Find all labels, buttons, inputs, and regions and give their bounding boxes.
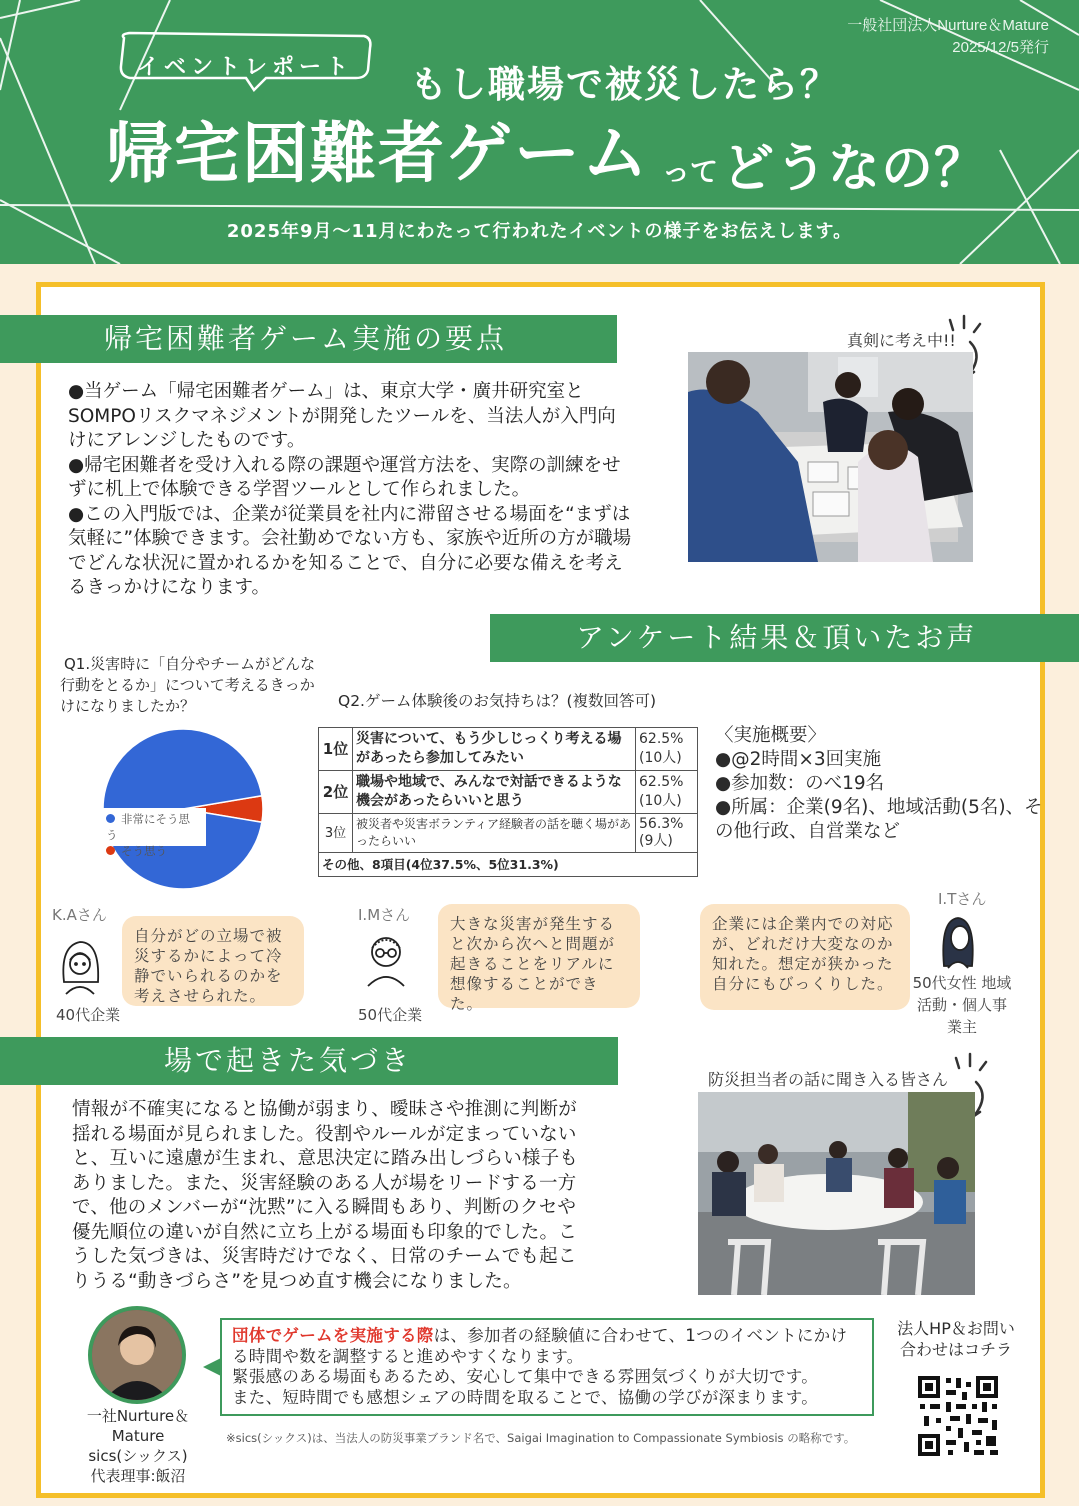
q2-question: Q2.ゲーム体験後のお気持ちは？(複数回答可): [338, 692, 657, 710]
event-overview: [715, 724, 1045, 844]
table-row: [319, 771, 698, 814]
legend-label: 非常にそう思う: [106, 812, 190, 842]
section-title-insights: 場で起きた気づき: [0, 1037, 618, 1085]
answer-cell: 災害について、もう少しじっくり考える場があったら参加してみたい: [353, 728, 636, 771]
headline-subtitle: もし職場で被災したら？: [410, 63, 839, 106]
percent: 56.3%: [639, 816, 684, 832]
voice-attribute: 50代企業: [358, 1006, 423, 1024]
qr-label: 法人HP＆お問い合わせはコチラ: [897, 1319, 1015, 1359]
tip-line: また、短時間でも感想シェアの時間を取ることで、協働の学びが深まります。: [232, 1387, 819, 1407]
tip-rest: は、参加者の経験値に合わせて、1つのイベントにかける時間や数を調整すると進めやすくなります。: [232, 1326, 848, 1366]
event-report-label: イベントレポート: [136, 55, 353, 80]
woman-long-hair-avatar-icon: [934, 912, 982, 970]
answer-cell: 被災者や災害ボランティア経験者の話を聴く場があったらいい: [353, 814, 636, 853]
rank-cell: 1位: [319, 728, 353, 771]
table-row: [319, 853, 698, 877]
count: (9人): [639, 833, 673, 849]
headline-particle: って: [662, 155, 719, 188]
photo-workshop-scene: [698, 1092, 975, 1295]
legend-dot-icon: [106, 814, 115, 823]
points-text: [68, 380, 634, 601]
percent-cell: [636, 728, 698, 771]
caption-line: 一社Nurture＆: [86, 1407, 190, 1425]
point-2: ●帰宅困難者を受け入れる際の課題や運営方法を、実際の訓練をせずに机上で体験できる学習ツールとして作られました。: [68, 454, 621, 500]
insights-text: 情報が不確実になると協働が弱まり、曖昧さや推測に判断が揺れる場面が見られました。役割やルールが定まっていないと、互いに遠慮が生まれ、意思決定に踏み出しづらい様子もありました。また、災害経験のある人が場をリードする一方で、他のメンバーが“沈黙”に入る瞬間もあり、判断のクセや優先順位の違いが自然に立ち上がる場面も印象的でした。こうした気づきは、災害時だけでなく、日常のチームでも起こりうる“動きづらさ”を見つめ直す機会になりました。: [72, 1099, 579, 1292]
voice-comment-bubble: 自分がどの立場で被災するかによって冷静でいられるのかを考えさせられた。: [122, 916, 304, 1006]
caption-line: Mature: [111, 1427, 165, 1445]
headline-question: どうなの？: [722, 139, 988, 199]
point-1: ●当ゲーム「帰宅困難者ゲーム」は、東京大学・廣井研究室とSOMPOリスクマネジメントが開発したツールを、当法人が入門向けにアレンジしたものです。: [68, 381, 616, 451]
photo-participants-thinking: [688, 352, 973, 562]
tip-lead: 団体でゲームを実施する際: [232, 1326, 434, 1345]
legend-item: [106, 843, 200, 859]
footnote: ※sics(シックス)は、当法人の防災事業ブランド名で、Saigai Imagination to Compassionate Symbiosis の略称です。: [226, 1431, 856, 1445]
tip-line: 緊張感のある場面もあるため、安心して集中できる雰囲気づくりが大切です。: [232, 1367, 819, 1386]
percent-cell: [636, 771, 698, 814]
count: (10人): [639, 793, 682, 809]
voice-attribute: 50代女性 地域活動・個人事業主: [912, 974, 1012, 1036]
rank-cell: 3位: [319, 814, 353, 853]
photo-caption-top: 真剣に考え中!!: [847, 331, 956, 350]
qr-code-icon[interactable]: [916, 1374, 1000, 1458]
voice-name: I.Mさん: [358, 906, 411, 924]
percent: 62.5%: [639, 774, 684, 790]
point-3: ●この入門版では、企業が従業員を社内に滞留させる場面を“まずは気軽に”体験できます。会社勤めでない方も、家族や近所の方が職場でどんな状況に置かれるかを知ることで、自分に必要な備えを考えるきっかけになります。: [68, 503, 632, 598]
headline-title: 帰宅困難者ゲーム: [106, 115, 650, 192]
photo-caption-bottom: 防災担当者の話に聞き入る皆さん: [708, 1070, 949, 1089]
table-row: [319, 728, 698, 771]
representative-caption: [70, 1406, 206, 1486]
voice-comment-bubble: 大きな災害が発生すると次から次へと問題が起きることをリアルに想像することができた。: [438, 904, 640, 1008]
legend-item: [106, 811, 200, 843]
man-with-glasses-avatar-icon: [362, 928, 410, 988]
voice-comment-bubble: 企業には企業内での対応が、どれだけ大変なのか知れた。想定が狭かった自分にもびっくりした。: [700, 904, 910, 1010]
overview-line: ●所属：企業(9名)、地域活動(5名)、その他行政、自営業など: [715, 797, 1043, 842]
legend-dot-icon: [106, 846, 115, 855]
q1-question: Q1.災害時に「自分やチームがどんな行動をとるか」について考えるきっかけになりましたか？: [60, 655, 316, 715]
woman-avatar-icon: [58, 936, 102, 996]
other-answers-cell: その他、8項目(4位37.5%、5位31.3%): [319, 853, 698, 877]
intro-text: 2025年9月〜11月にわたって行われたイベントの様子をお伝えします。: [226, 221, 853, 242]
legend-label: そう思う: [121, 844, 167, 858]
percent: 62.5%: [639, 731, 684, 747]
section-title-survey: アンケート結果＆頂いたお声: [490, 614, 1079, 662]
issue-date: 2025/12/5発行: [952, 39, 1049, 56]
overview-line: ●@2時間×3回実施: [715, 749, 882, 770]
voice-name: I.Tさん: [938, 890, 987, 908]
caption-line: 代表理事:飯沼: [90, 1467, 186, 1485]
tip-line: [232, 1326, 862, 1367]
table-row: [319, 814, 698, 853]
representative-photo: [88, 1306, 186, 1404]
tip-box: [220, 1318, 874, 1416]
count: (10人): [639, 750, 682, 766]
answer-cell: 職場や地域で、みんなで対話できるような機会があったらいいと思う: [353, 771, 636, 814]
voice-attribute: 40代企業: [56, 1006, 121, 1024]
rank-cell: 2位: [319, 771, 353, 814]
header-banner: [0, 0, 1079, 264]
section-title-points: 帰宅困難者ゲーム実施の要点: [0, 315, 617, 363]
overview-title: 〈実施概要〉: [715, 725, 827, 746]
organization-name: 一般社団法人Nurture＆Mature: [847, 17, 1049, 34]
q1-legend: [100, 808, 206, 858]
caption-line: sics(シックス): [88, 1447, 188, 1465]
percent-cell: [636, 814, 698, 853]
q2-results-table: [318, 727, 698, 877]
overview-line: ●参加数：のべ19名: [715, 773, 885, 794]
voice-name: K.Aさん: [52, 906, 107, 924]
